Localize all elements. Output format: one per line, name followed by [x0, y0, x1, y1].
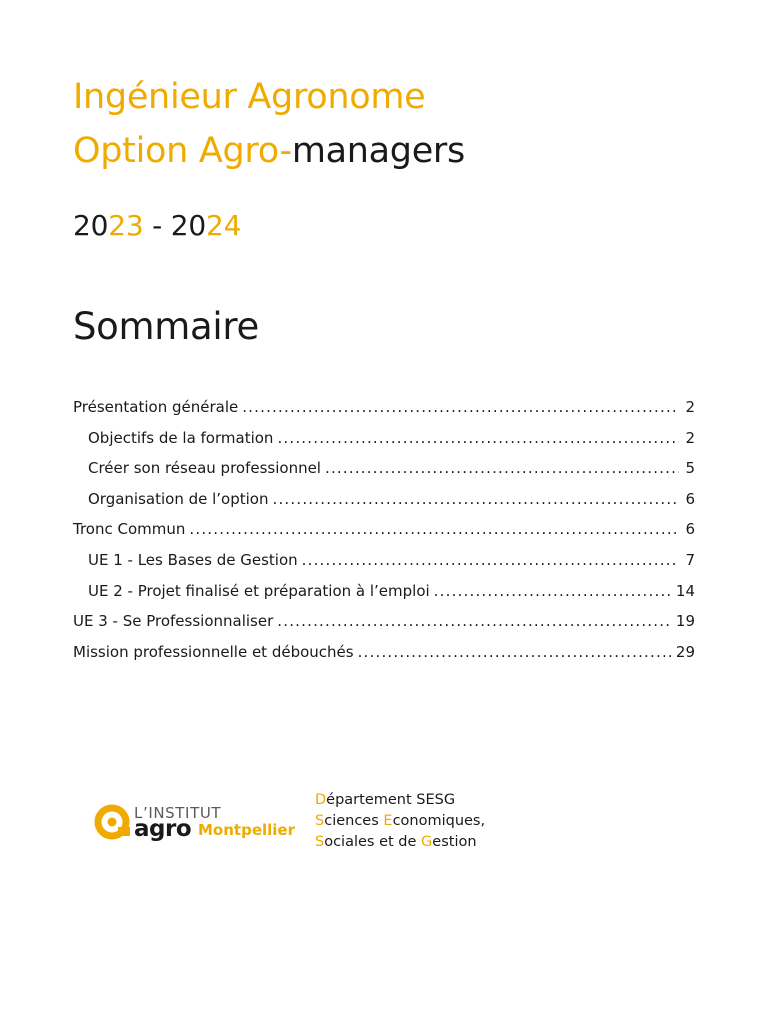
department-name [315, 790, 485, 811]
toc-entry-page: 19 [675, 612, 695, 631]
toc-entry-page: 2 [685, 398, 695, 416]
department-line-3 [315, 832, 485, 853]
initial-s: S [315, 834, 325, 850]
toc-entry-page: 6 [685, 520, 695, 539]
toc-dot-leader [277, 429, 679, 447]
toc-dot-leader [434, 582, 672, 600]
department-line-2-part: conomiques, [392, 813, 486, 829]
year-end-century: 20 [170, 209, 207, 242]
year-end-suffix: 24 [206, 209, 242, 242]
toc-entry-text: UE 2 - Projet finalisé et préparation à l’emploi [88, 581, 430, 600]
toc-entry-text: UE 3 - Se Professionnaliser [73, 612, 274, 631]
title-rest-part: managers [291, 131, 465, 171]
toc-dot-leader [302, 551, 679, 569]
department-line-3-part: ociales et de [324, 834, 422, 850]
toc-entry-page: 29 [675, 642, 695, 661]
title-line-1: Ingénieur Agronome [73, 77, 426, 117]
department-line-2 [315, 811, 485, 832]
initial-s: S [315, 813, 325, 829]
toc-dot-leader [325, 459, 679, 477]
table-of-contents [73, 398, 695, 673]
toc-entry-text: Objectifs de la formation [88, 428, 274, 447]
initial-e: E [383, 813, 393, 829]
toc-entry-text: Mission professionnelle et débouchés [73, 642, 354, 661]
department-block [315, 790, 485, 853]
year-start-century: 20 [73, 209, 109, 242]
year-start-suffix: 23 [108, 209, 144, 242]
toc-entry-ue1[interactable] [73, 551, 695, 582]
toc-dot-leader [358, 643, 672, 661]
department-line-3-part: estion [432, 834, 477, 850]
toc-entry-text: Organisation de l’option [88, 489, 269, 508]
logo-text-linstitut: L’INSTITUT [134, 804, 222, 822]
toc-entry-text: Présentation générale [73, 398, 239, 416]
toc-entry-ue3[interactable] [73, 612, 695, 643]
title-accent-part: Option Agro- [73, 131, 292, 171]
toc-entry-page: 14 [675, 581, 695, 600]
academic-year [73, 209, 242, 242]
year-separator: - [143, 209, 171, 242]
toc-entry-ue2[interactable] [73, 582, 695, 613]
toc-entry-objectifs[interactable] [73, 429, 695, 460]
toc-entry-page: 5 [685, 459, 695, 478]
toc-entry-page: 6 [685, 489, 695, 508]
institut-agro-logo [94, 801, 299, 845]
toc-entry-text: Créer son réseau professionnel [88, 459, 321, 478]
toc-dot-leader [273, 490, 680, 508]
toc-entry-page: 7 [685, 550, 695, 569]
logo-text-montpellier: Montpellier [198, 821, 295, 839]
toc-dot-leader [242, 398, 679, 416]
institut-agro-logo-icon [94, 801, 134, 843]
department-line-2-part: ciences [324, 813, 384, 829]
logo-text-agro: agro [134, 816, 192, 842]
toc-entry-tronc-commun[interactable] [73, 520, 695, 551]
toc-entry-mission[interactable] [73, 643, 695, 674]
toc-dot-leader [189, 520, 679, 538]
toc-entry-organisation[interactable] [73, 490, 695, 521]
toc-entry-page: 2 [685, 428, 695, 447]
department-name-rest: épartement SESG [326, 792, 456, 808]
toc-dot-leader [277, 612, 672, 630]
toc-entry-reseau[interactable] [73, 459, 695, 490]
toc-entry-presentation-generale[interactable] [73, 398, 695, 429]
toc-entry-text: Tronc Commun [73, 520, 186, 539]
toc-heading: Sommaire [73, 305, 259, 348]
initial-g: G [421, 834, 433, 850]
department-initial: D [315, 792, 327, 808]
title-line-2 [73, 131, 465, 171]
toc-entry-text: UE 1 - Les Bases de Gestion [88, 550, 298, 569]
